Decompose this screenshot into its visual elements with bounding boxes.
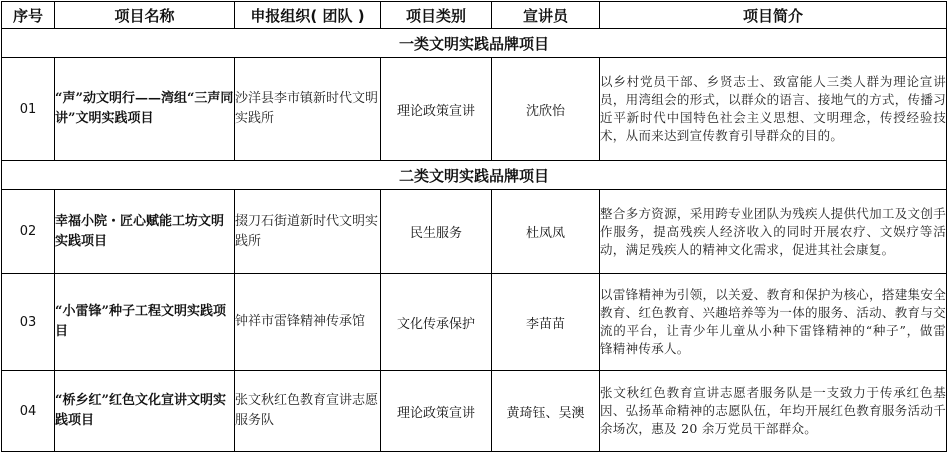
project-name: 幸福小院・匠心赋能工坊文明实践项目: [55, 190, 235, 274]
header-type: 项目类别: [381, 2, 492, 29]
section-title: 一类文明实践品牌项目: [2, 29, 947, 58]
row-no: 02: [2, 190, 55, 274]
header-speaker: 宣讲员: [492, 2, 600, 29]
project-type: 理论政策宣讲: [381, 58, 492, 161]
table-row: [2, 274, 947, 371]
project-intro: 以乡村党员干部、乡贤志士、致富能人三类人群为理论宣讲员，用湾组会的形式，以群众的语言、接地气的方式，传播习近平新时代中国特色社会主义思想、文明理念，传授经验技术，从而来达到宣传教育引导群众的目的。: [600, 58, 947, 161]
project-intro: 张文秋红色教育宣讲志愿者服务队是一支致力于传承红色基因、弘扬革命精神的志愿队伍，年均开展红色教育服务活动千余场次，惠及 20 余万党员干部群众。: [600, 371, 947, 452]
table-row: [2, 371, 947, 452]
row-no: 03: [2, 274, 55, 371]
project-name: “声”动文明行——湾组“三声同讲”文明实践项目: [55, 58, 235, 161]
section-row: [2, 161, 947, 190]
section-row: [2, 29, 947, 58]
project-speaker: 沈欣怡: [492, 58, 600, 161]
project-table: [1, 1, 947, 452]
project-speaker: 黄琦钰、吴澳: [492, 371, 600, 452]
section-title: 二类文明实践品牌项目: [2, 161, 947, 190]
project-intro: 以雷锋精神为引领，以关爱、教育和保护为核心，搭建集安全教育、红色教育、兴趣培养等为一体的服务、活动、教育与交流的平台，让青少年儿童从小种下雷锋精神的“种子”，做雷锋精神传承人。: [600, 274, 947, 371]
project-intro: 整合多方资源，采用跨专业团队为残疾人提供代加工及文创手作服务，提高残疾人经济收入的同时开展农疗、文娱疗等活动，满足残疾人的精神文化需求，促进其社会康复。: [600, 190, 947, 274]
project-name: “小雷锋”种子工程文明实践项目: [55, 274, 235, 371]
header-intro: 项目简介: [600, 2, 947, 29]
project-type: 民生服务: [381, 190, 492, 274]
header-no: 序号: [2, 2, 55, 29]
table-row: [2, 190, 947, 274]
table-row: [2, 58, 947, 161]
project-org: 沙洋县李市镇新时代文明实践所: [235, 58, 381, 161]
project-type: 文化传承保护: [381, 274, 492, 371]
row-no: 04: [2, 371, 55, 452]
row-no: 01: [2, 58, 55, 161]
project-speaker: 李苗苗: [492, 274, 600, 371]
header-name: 项目名称: [55, 2, 235, 29]
project-org: 钟祥市雷锋精神传承馆: [235, 274, 381, 371]
project-type: 理论政策宣讲: [381, 371, 492, 452]
header-row: [2, 2, 947, 29]
project-org: 张文秋红色教育宣讲志愿服务队: [235, 371, 381, 452]
header-org: 申报组织( 团队 ): [235, 2, 381, 29]
project-speaker: 杜凤凤: [492, 190, 600, 274]
project-name: “桥乡红”红色文化宣讲文明实践项目: [55, 371, 235, 452]
project-org: 掇刀石街道新时代文明实践所: [235, 190, 381, 274]
